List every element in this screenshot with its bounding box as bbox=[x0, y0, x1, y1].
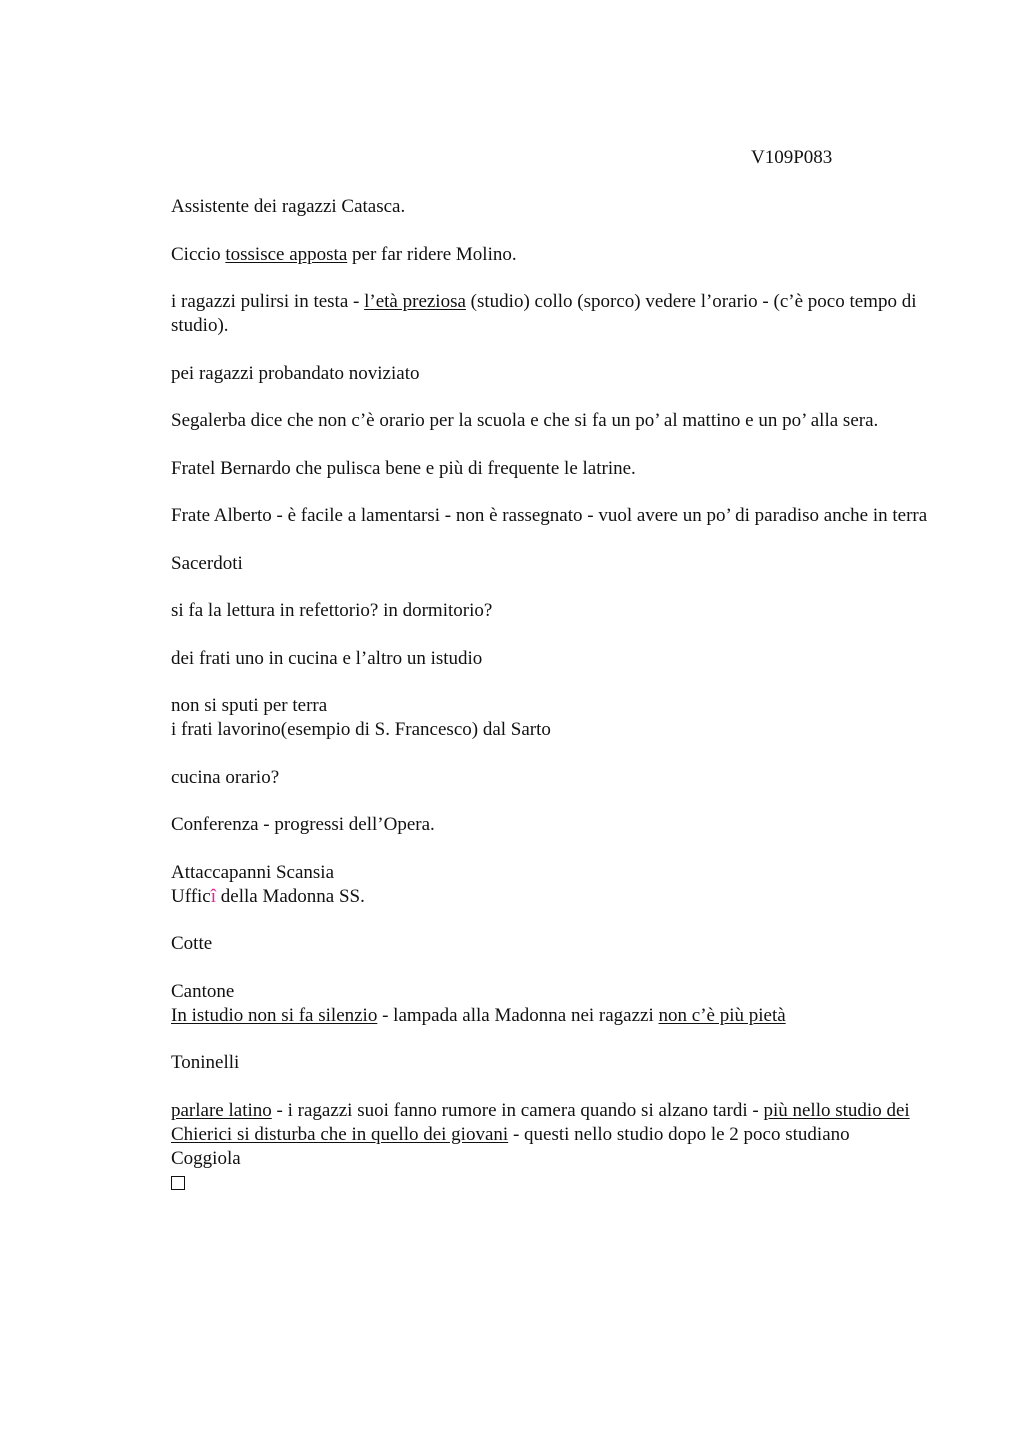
note-lettura: si fa la lettura in refettorio? in dormitorio? bbox=[171, 600, 493, 621]
underlined-text: l’età preziosa bbox=[364, 291, 466, 312]
note-non-sputi bbox=[171, 694, 931, 742]
text: i ragazzi pulirsi in testa - bbox=[171, 291, 365, 312]
text: (studio) collo (sporco) vedere l’orario - (c’è poco tempo di studio). bbox=[171, 291, 917, 336]
note-ciccio bbox=[171, 243, 931, 267]
note-frate-alberto: Frate Alberto - è facile a lamentarsi - non è rassegnato - vuol avere un po’ di paradiso anche in terra bbox=[171, 505, 928, 526]
note-frati-cucina: dei frati uno in cucina e l’altro un istudio bbox=[171, 647, 483, 669]
note-conferenza: Conferenza - progressi dell’Opera. bbox=[171, 814, 435, 835]
underlined-text: parlare latino bbox=[171, 1099, 272, 1121]
heading-toninelli: Toninelli bbox=[171, 1052, 240, 1073]
empty-box-icon bbox=[171, 1176, 185, 1190]
note-cucina-orario: cucina orario? bbox=[171, 766, 280, 788]
underlined-text: tossisce apposta bbox=[225, 243, 348, 265]
note-coggiola: Coggiola bbox=[171, 1147, 241, 1169]
note-cantone bbox=[171, 980, 931, 1028]
text: della Madonna SS. bbox=[216, 885, 365, 907]
text: per far ridere Molino. bbox=[347, 243, 517, 265]
text: Cantone bbox=[171, 980, 235, 1002]
highlighted-char: î bbox=[210, 885, 217, 907]
note-assistente: Assistente dei ragazzi Catasca. bbox=[171, 196, 406, 217]
note-attaccapanni bbox=[171, 861, 931, 909]
text: Attaccapanni Scansia bbox=[171, 861, 335, 883]
note-probandato: pei ragazzi probandato noviziato bbox=[171, 362, 420, 384]
text: - i ragazzi suoi fanno rumore in camera quando si alzano tardi - bbox=[271, 1099, 764, 1121]
text: - lampada alla Madonna nei ragazzi bbox=[377, 1004, 659, 1026]
note-segalerba: Segalerba dice che non c’è orario per la scuola e che si fa un po’ al mattino e un po’ alla sera. bbox=[171, 410, 879, 431]
text: Uffic bbox=[171, 885, 211, 907]
underlined-text: In istudio non si fa silenzio bbox=[171, 1004, 378, 1026]
page-id: V109P083 bbox=[751, 147, 833, 168]
document-body bbox=[171, 195, 931, 1190]
text: Ciccio bbox=[171, 243, 226, 265]
note-ragazzi-pulirsi bbox=[171, 290, 931, 338]
note-parlare-latino bbox=[171, 1099, 931, 1147]
text: - questi nello studio dopo le 2 poco studiano bbox=[508, 1123, 850, 1145]
note-cotte: Cotte bbox=[171, 933, 213, 954]
text: non si sputi per terra bbox=[171, 695, 328, 716]
heading-sacerdoti: Sacerdoti bbox=[171, 552, 243, 574]
text: i frati lavorino(esempio di S. Francesco) dal Sarto bbox=[171, 719, 551, 740]
underlined-text: non c’è più pietà bbox=[658, 1004, 786, 1026]
note-fratel-bernardo: Fratel Bernardo che pulisca bene e più di frequente le latrine. bbox=[171, 457, 636, 479]
underlined-text: più nello studio dei Chierici si disturba che in quello dei giovani bbox=[171, 1099, 910, 1145]
